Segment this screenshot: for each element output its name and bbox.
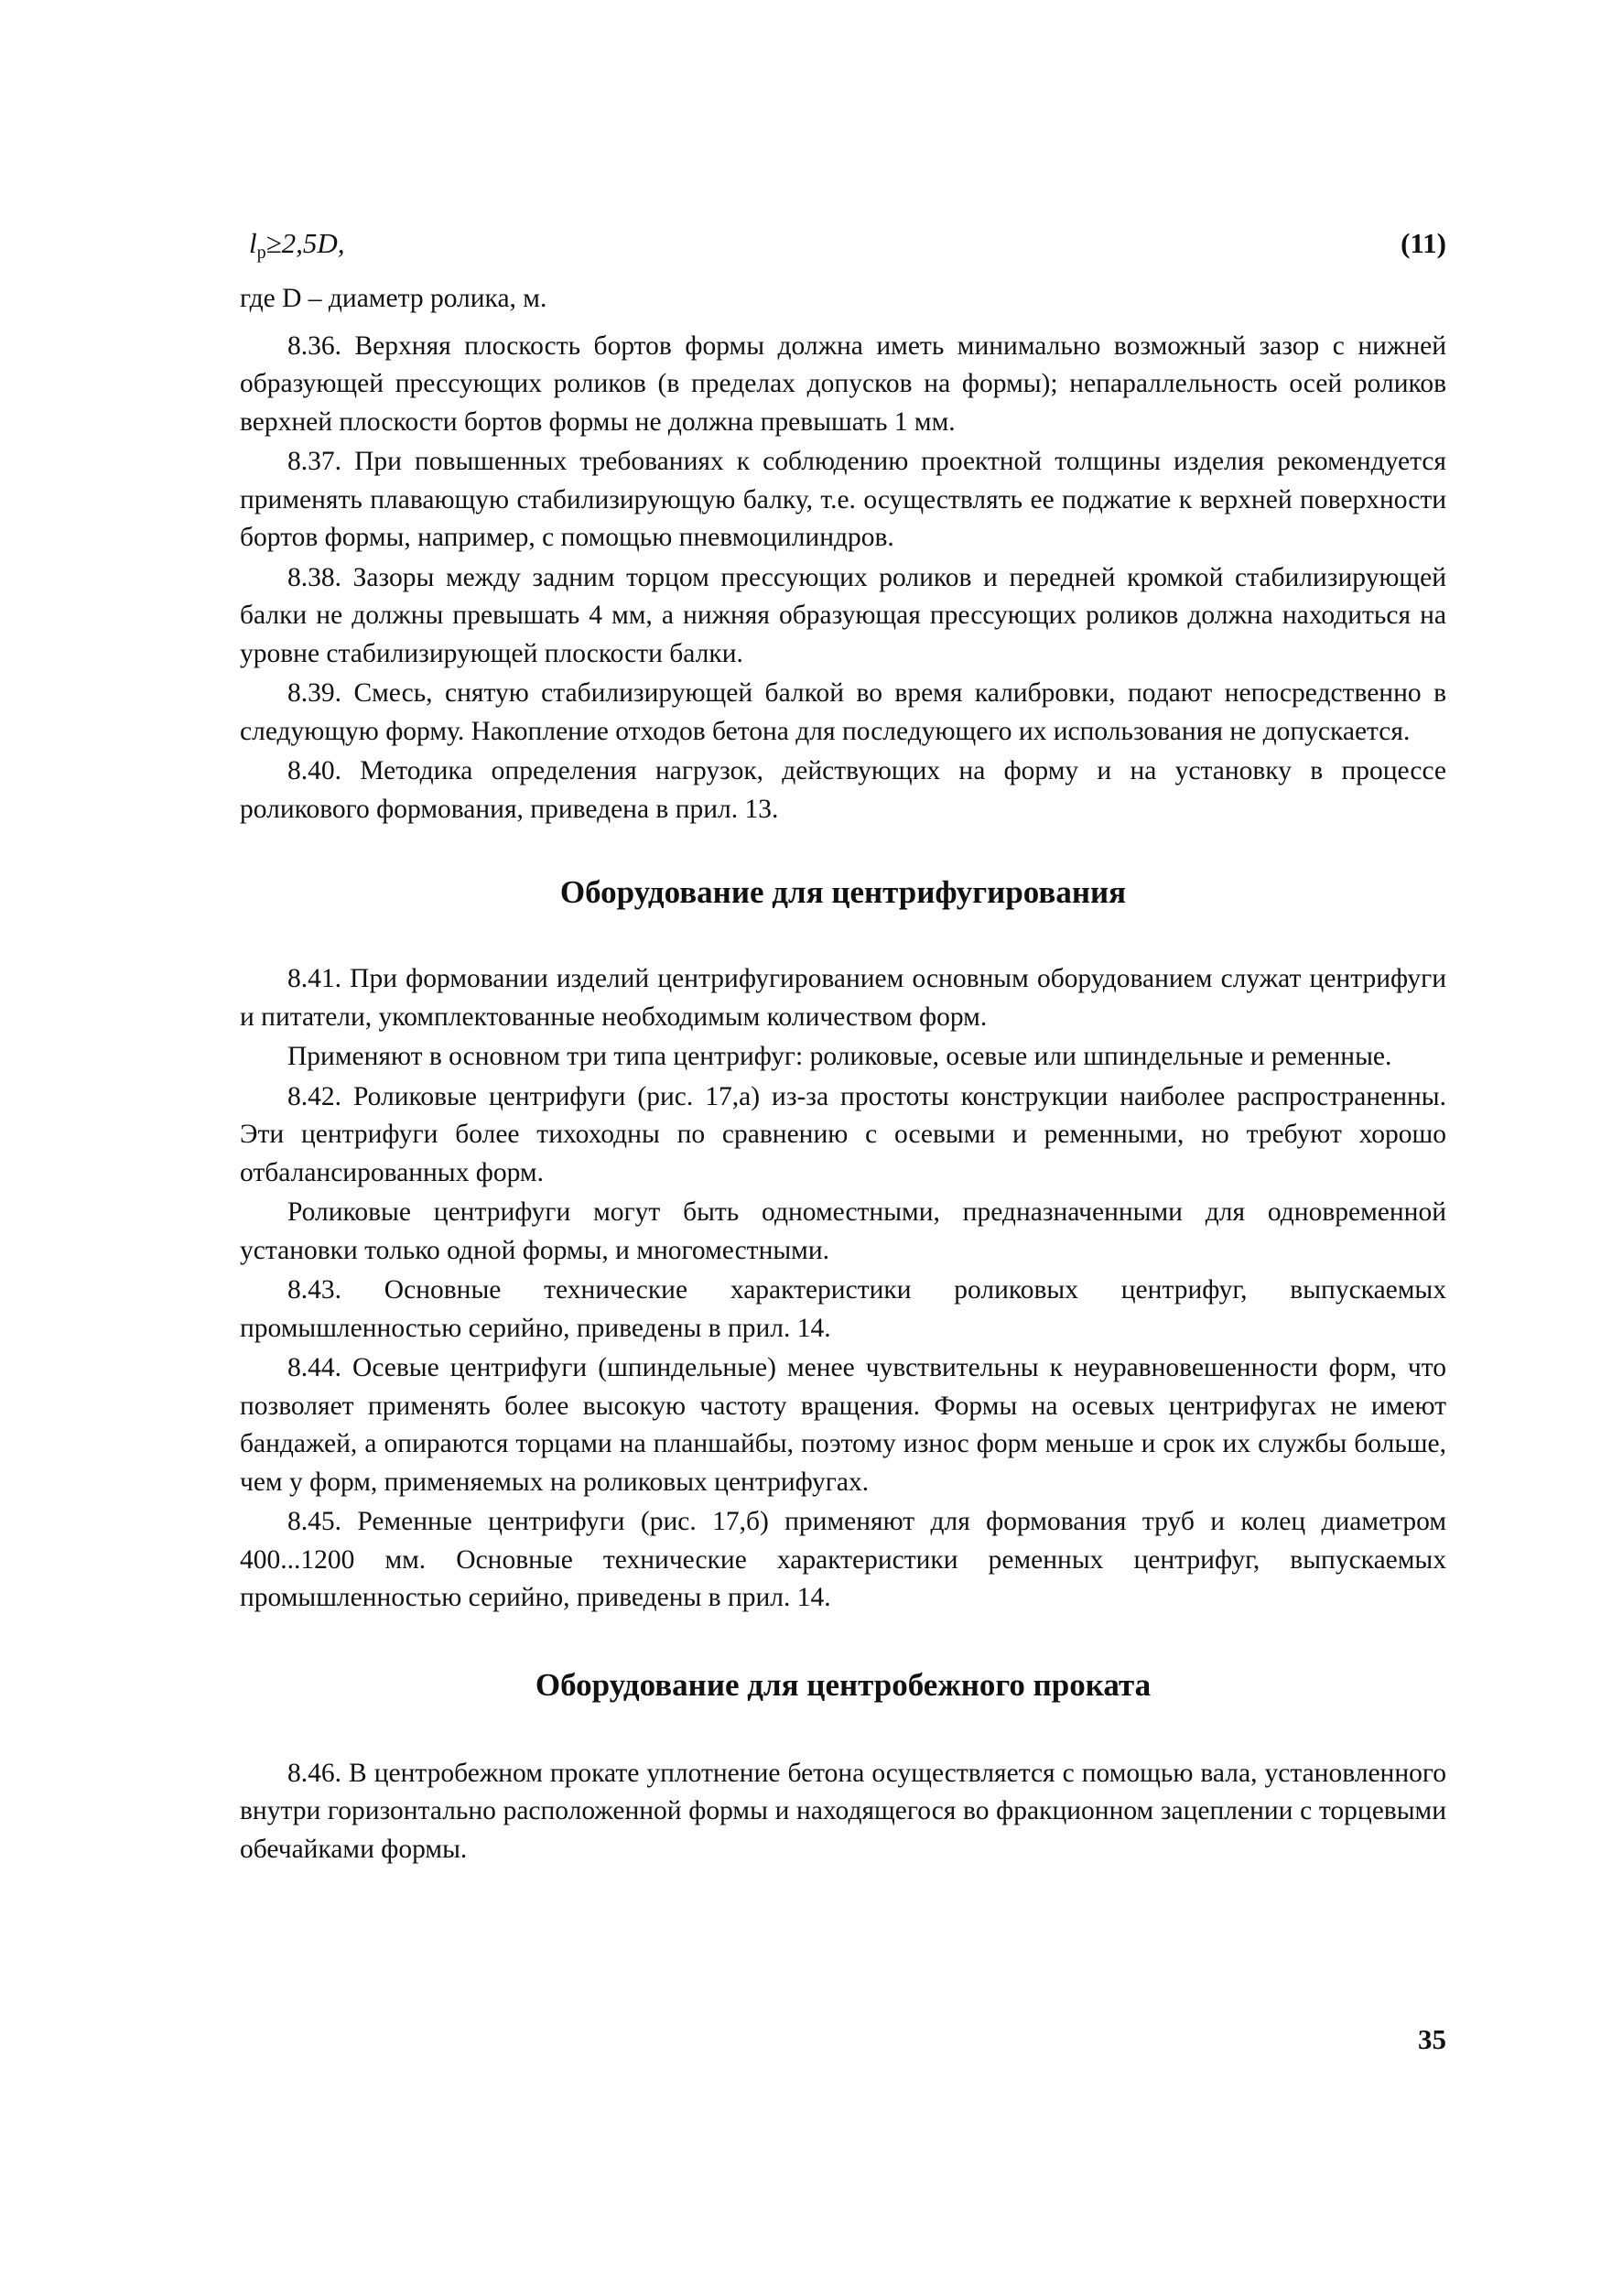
paragraph-8-41: 8.41. При формовании изделий центрифугированием основным оборудованием служат центрифуги и питатели, укомплектованные необходимым количеством форм. [240,964,1446,1032]
formula-rhs: ≥2,5D, [265,227,345,259]
formula-where-note: где D – диаметр ролика, м. [240,284,547,313]
paragraph-8-45: 8.45. Ременные центрифуги (рис. 17,б) применяют для формования труб и колец диаметром 400...1200 мм. Основные технические характеристики ременных центрифуг, выпускаемых промышленностью серийно, приведены в прил. 14. [240,1507,1446,1612]
paragraph-8-38: 8.38. Зазоры между задним торцом прессующих роликов и передней кромкой стабилизирующей балки не должны превышать 4 мм, а нижняя образующая прессующих роликов должна находиться на уровне стабилизирующей плоскости балки. [240,562,1446,668]
paragraph-8-36: 8.36. Верхняя плоскость бортов формы должна иметь минимально возможный зазор с нижней образующей прессующих роликов (в пределах допусков на формы); непараллельность осей роликов верхней плоскости бортов формы не должна превышать 1 мм. [240,330,1446,437]
formula-row [240,220,1446,267]
section-heading-centrifuging: Оборудование для центрифугирования [559,874,1127,910]
formula-11 [249,220,345,276]
section-heading-centrifugal-rolling: Оборудование для центробежного проката [535,1666,1152,1703]
paragraph-8-43: 8.43. Основные технические характеристики роликовых центрифуг, выпускаемых промышленностью серийно, приведены в прил. 14. [240,1275,1446,1343]
page-content [240,220,1446,1870]
formula-lhs-symbol: l [249,227,257,259]
paragraph-8-46: 8.46. В центробежном прокате уплотнение бетона осуществляется с помощью вала, установленного внутри горизонтально расположенной формы и находящегося во фракционном зацеплении с торцевыми обечайками формы. [240,1758,1446,1864]
page-number: 35 [1418,2023,1446,2055]
formula-lhs-subscript: p [256,243,266,263]
paragraph-8-39: 8.39. Смесь, снятую стабилизирующей балкой во время калибровки, подают непосредственно в следующую форму. Накопление отходов бетона для последующего их использования не допускается. [240,678,1446,746]
paragraph-8-44: 8.44. Осевые центрифуги (шпиндельные) менее чувствительны к неуравновешенности форм, что позволяет применять более высокую частоту вращения. Формы на осевых центрифугах не имеют бандажей, а опираются торцами на планшайбы, поэтому износ форм меньше и срок их службы больше, чем у форм, применяемых на роликовых центрифугах. [240,1353,1446,1497]
paragraph-roller-centrifuges: Роликовые центрифуги могут быть одноместными, предназначенными для одновременной установки только одной формы, и многоместными. [240,1197,1446,1265]
paragraph-8-37: 8.37. При повышенных требованиях к соблюдению проектной толщины изделия рекомендуется применять плавающую стабилизирующую балку, т.е. осуществлять ее поджатие к верхней поверхности бортов формы, например, с помощью пневмоцилиндров. [240,447,1446,552]
paragraph-8-40: 8.40. Методика определения нагрузок, действующих на форму и на установку в процессе роликового формования, приведена в прил. 13. [240,756,1446,824]
paragraph-8-42: 8.42. Роликовые центрифуги (рис. 17,а) из-за простоты конструкции наиболее распространенны. Эти центрифуги более тихоходны по сравнению с осевыми и ременными, но требуют хорошо отбалансированных форм. [240,1081,1446,1187]
equation-number: (11) [1401,227,1446,259]
paragraph-centrifuge-types: Применяют в основном три типа центрифуг: роликовые, осевые или шпиндельные и ременные. [287,1042,1392,1071]
